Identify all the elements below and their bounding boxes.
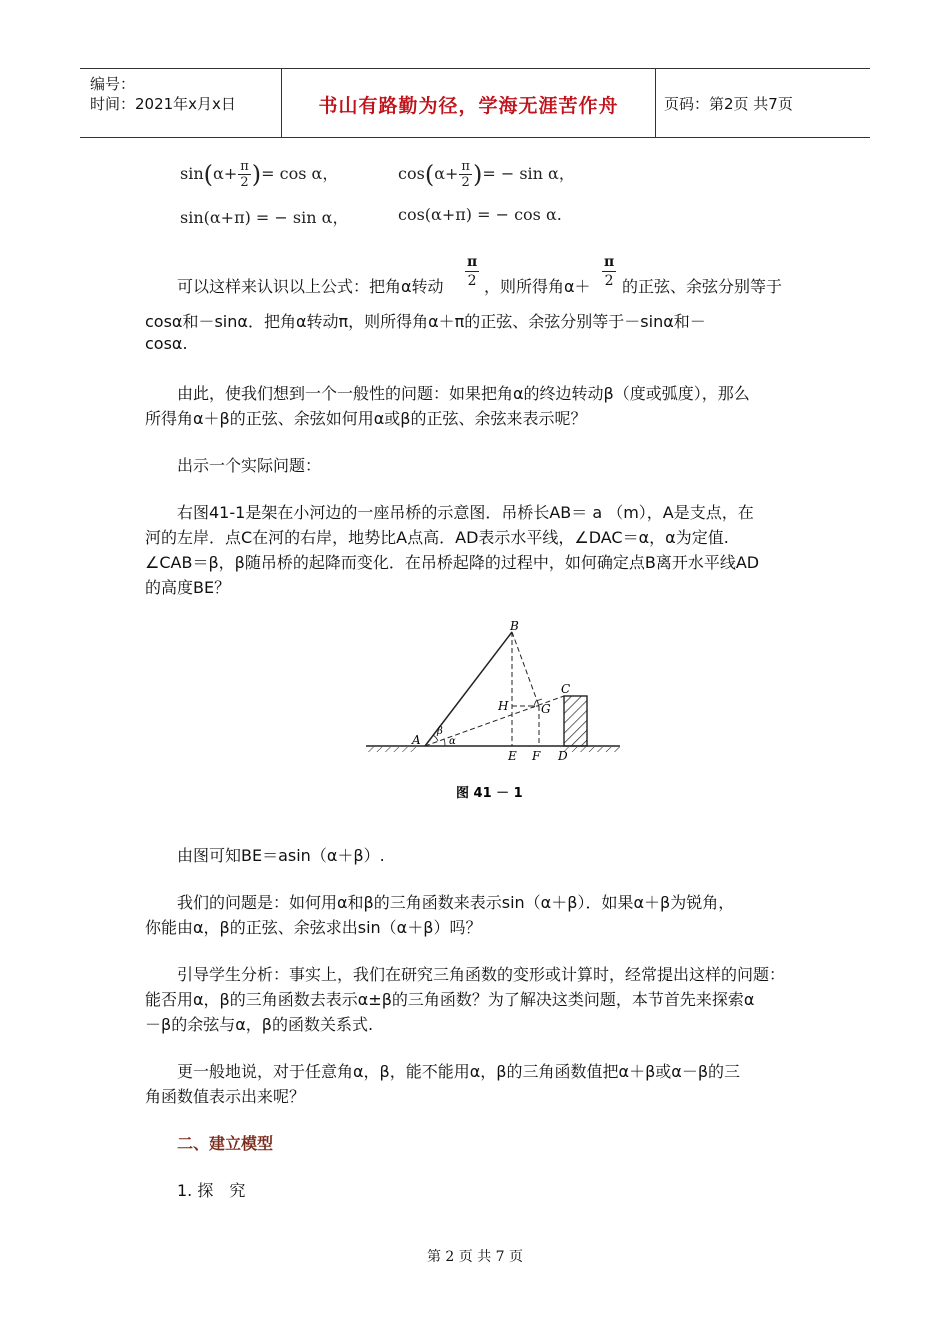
alpha-arc (444, 739, 445, 746)
bank-pier (564, 696, 587, 746)
number-label: 编号： (90, 75, 136, 93)
inline-fraction-pi-over-2: $\frac{\pi}{2}$ (604, 254, 615, 289)
p1-part-b: ，则所得角α＋ (484, 277, 591, 296)
label-h: H (498, 699, 509, 713)
bridge-diagram (360, 612, 630, 812)
label-f: F (532, 749, 541, 763)
p4-line1: 右图41-1是架在小河边的一座吊桥的示意图．吊桥长AB＝ a （m），A是支点，在 (177, 503, 754, 522)
label-e: E (508, 749, 517, 763)
p7-line2: 能否用α，β的三角函数去表示α±β的三角函数？为了解决这类问题，本节首先来探索α (145, 990, 755, 1009)
page-header (80, 68, 870, 138)
p7-line1: 引导学生分析：事实上，我们在研究三角函数的变形或计算时，经常提出这样的问题： (177, 965, 786, 984)
header-motto-cell (282, 69, 656, 137)
header-page-cell (656, 69, 870, 137)
p1-part-a: 可以这样来认识以上公式：把角α转动 (177, 277, 444, 296)
section-heading: 二、建立模型 (177, 1134, 274, 1153)
p4-line2: 河的左岸．点C在河的右岸，地势比A点高．AD表示水平线，∠DAC＝α，α为定值. (145, 528, 729, 547)
p6-line1: 我们的问题是：如何用α和β的三角函数来表示sin（α＋β）．如果α＋β为锐角， (177, 893, 735, 912)
page-footer: 第 2 页 共 7 页 (426, 1249, 524, 1265)
label-g: G (541, 702, 551, 716)
label-d: D (558, 749, 568, 763)
p3: 出示一个实际问题： (177, 456, 322, 475)
p1-part-c: 的正弦、余弦分别等于 (622, 277, 783, 296)
label-b: B (510, 619, 519, 633)
label-beta: β (437, 726, 443, 737)
p6-line2: 你能由α，β的正弦、余弦求出sin（α＋β）吗？ (145, 918, 482, 937)
label-a: A (412, 733, 421, 747)
ground-hatch-right (560, 747, 620, 752)
time-label: 时间：2021年x月x日 (90, 95, 236, 113)
formula-sin-pi: sin(α+π) = − sin α， (180, 208, 349, 227)
p7-line3: －β的余弦与α，β的函数关系式. (145, 1015, 374, 1034)
p8-line2: 角函数值表示出来呢？ (145, 1087, 306, 1106)
p1-part-d: cosα和－sinα．把角α转动π，则所得角α＋π的正弦、余弦分别等于－sinα和－ (145, 312, 706, 331)
line-bg (512, 632, 539, 706)
header-meta-cell (80, 69, 282, 137)
formula-cos-half-pi: cos(α+ $\frac{\pi}{2}$ )= − sin α， (398, 159, 575, 190)
inline-fraction-pi-over-2: $\frac{\pi}{2}$ (467, 254, 478, 289)
subsection-explore: 1. 探 究 (177, 1181, 246, 1200)
p1-part-e: cosα. (145, 334, 188, 353)
label-alpha: α (449, 736, 456, 747)
p4-line3: ∠CAB＝β，β随吊桥的起降而变化．在吊桥起降的过程中，如何确定点B离开水平线AD (145, 553, 760, 572)
motto: 书山有路勤为径，学海无涯苦作舟 (318, 95, 619, 117)
p8-line1: 更一般地说，对于任意角α，β，能不能用α，β的三角函数值把α＋β或α－β的三 (177, 1062, 741, 1081)
formula-cos-pi: cos(α+π) = − cos α. (398, 205, 562, 224)
ground-hatch-left (366, 747, 418, 752)
figure-caption: 图 41 － 1 (456, 786, 523, 801)
p2-line1: 由此，使我们想到一个一般性的问题：如果把角α的终边转动β（度或弧度），那么 (177, 384, 750, 403)
p4-line4: 的高度BE？ (145, 578, 231, 597)
page-info: 页码：第2页 共7页 (664, 95, 793, 113)
p2-line2: 所得角α＋β的正弦、余弦如何用α或β的正弦、余弦来表示呢？ (145, 409, 587, 428)
label-c: C (561, 682, 571, 696)
formula-sin-half-pi: sin(α+ $\frac{\pi}{2}$ )= cos α， (180, 159, 339, 190)
p5: 由图可知BE＝asin（α＋β）. (177, 846, 385, 865)
